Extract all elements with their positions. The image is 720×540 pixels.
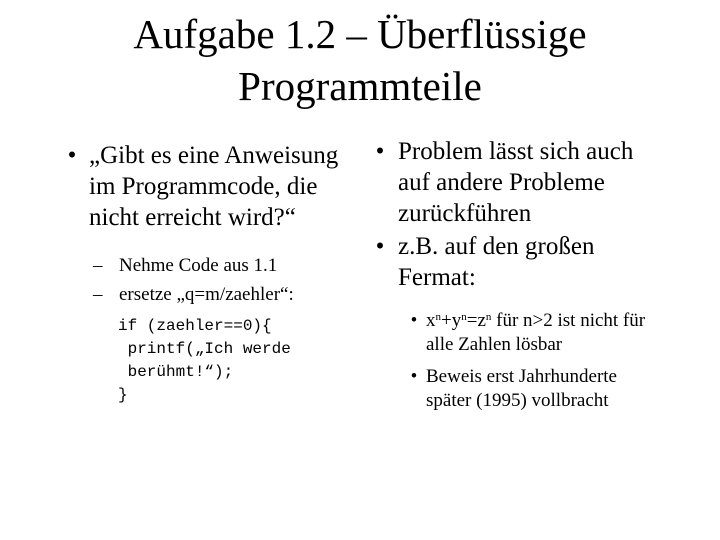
slide-title xyxy=(0,8,720,112)
fermat-bullet xyxy=(362,231,662,293)
fermat-theorem-text xyxy=(426,309,662,357)
problem-bullet xyxy=(362,136,662,229)
right-column xyxy=(362,136,662,413)
slide-title-line-2: Programmteile xyxy=(238,63,482,109)
var-z: z xyxy=(477,310,486,331)
problem-text: Problem lässt sich auch auf andere Probleme zurückführen xyxy=(398,138,634,227)
bullet-marker: • xyxy=(410,310,418,331)
left-column xyxy=(55,140,355,407)
fermat-text: z.B. auf den großen Fermat: xyxy=(398,233,595,291)
sub-list xyxy=(93,251,355,309)
exp-n: n xyxy=(485,311,492,323)
slide-title-line-1: Aufgabe 1.2 – Überflüssige xyxy=(133,11,587,57)
fermat-rest: für n>2 ist nicht für alle Zahlen lösbar xyxy=(426,310,646,355)
fermat-sub-list xyxy=(402,309,662,413)
exp-n: n xyxy=(461,311,467,323)
code-line: if (zaehler==0){ xyxy=(118,317,272,335)
code-line: printf(„Ich werde xyxy=(118,340,291,358)
code-block xyxy=(118,315,355,407)
var-x: x xyxy=(426,310,436,331)
question-text: „Gibt es eine Anweisung im Programmcode, die nicht erreicht wird?“ xyxy=(89,142,339,231)
sub-item xyxy=(93,280,355,309)
question-bullet xyxy=(55,140,355,233)
equals-sign: = xyxy=(466,310,478,331)
bullet-marker: • xyxy=(67,142,77,169)
dash-marker: – xyxy=(93,284,103,305)
bullet-marker: • xyxy=(375,233,385,260)
dash-marker: – xyxy=(93,255,103,276)
code-line: berühmt!“); xyxy=(118,363,234,381)
exp-n: n xyxy=(435,311,441,323)
fermat-theorem-item xyxy=(402,309,662,357)
var-y: y xyxy=(451,310,462,331)
proof-item xyxy=(402,365,662,413)
sub-item-text: Nehme Code aus 1.1 xyxy=(119,255,278,276)
sub-item-text: ersetze „q=m/zaehler“: xyxy=(119,284,294,305)
sub-item xyxy=(93,251,355,280)
bullet-marker: • xyxy=(375,138,385,165)
proof-text: Beweis erst Jahrhunderte später (1995) vollbracht xyxy=(426,366,617,411)
plus-sign: + xyxy=(441,310,452,331)
code-line: } xyxy=(118,386,128,404)
bullet-marker: • xyxy=(410,366,418,387)
